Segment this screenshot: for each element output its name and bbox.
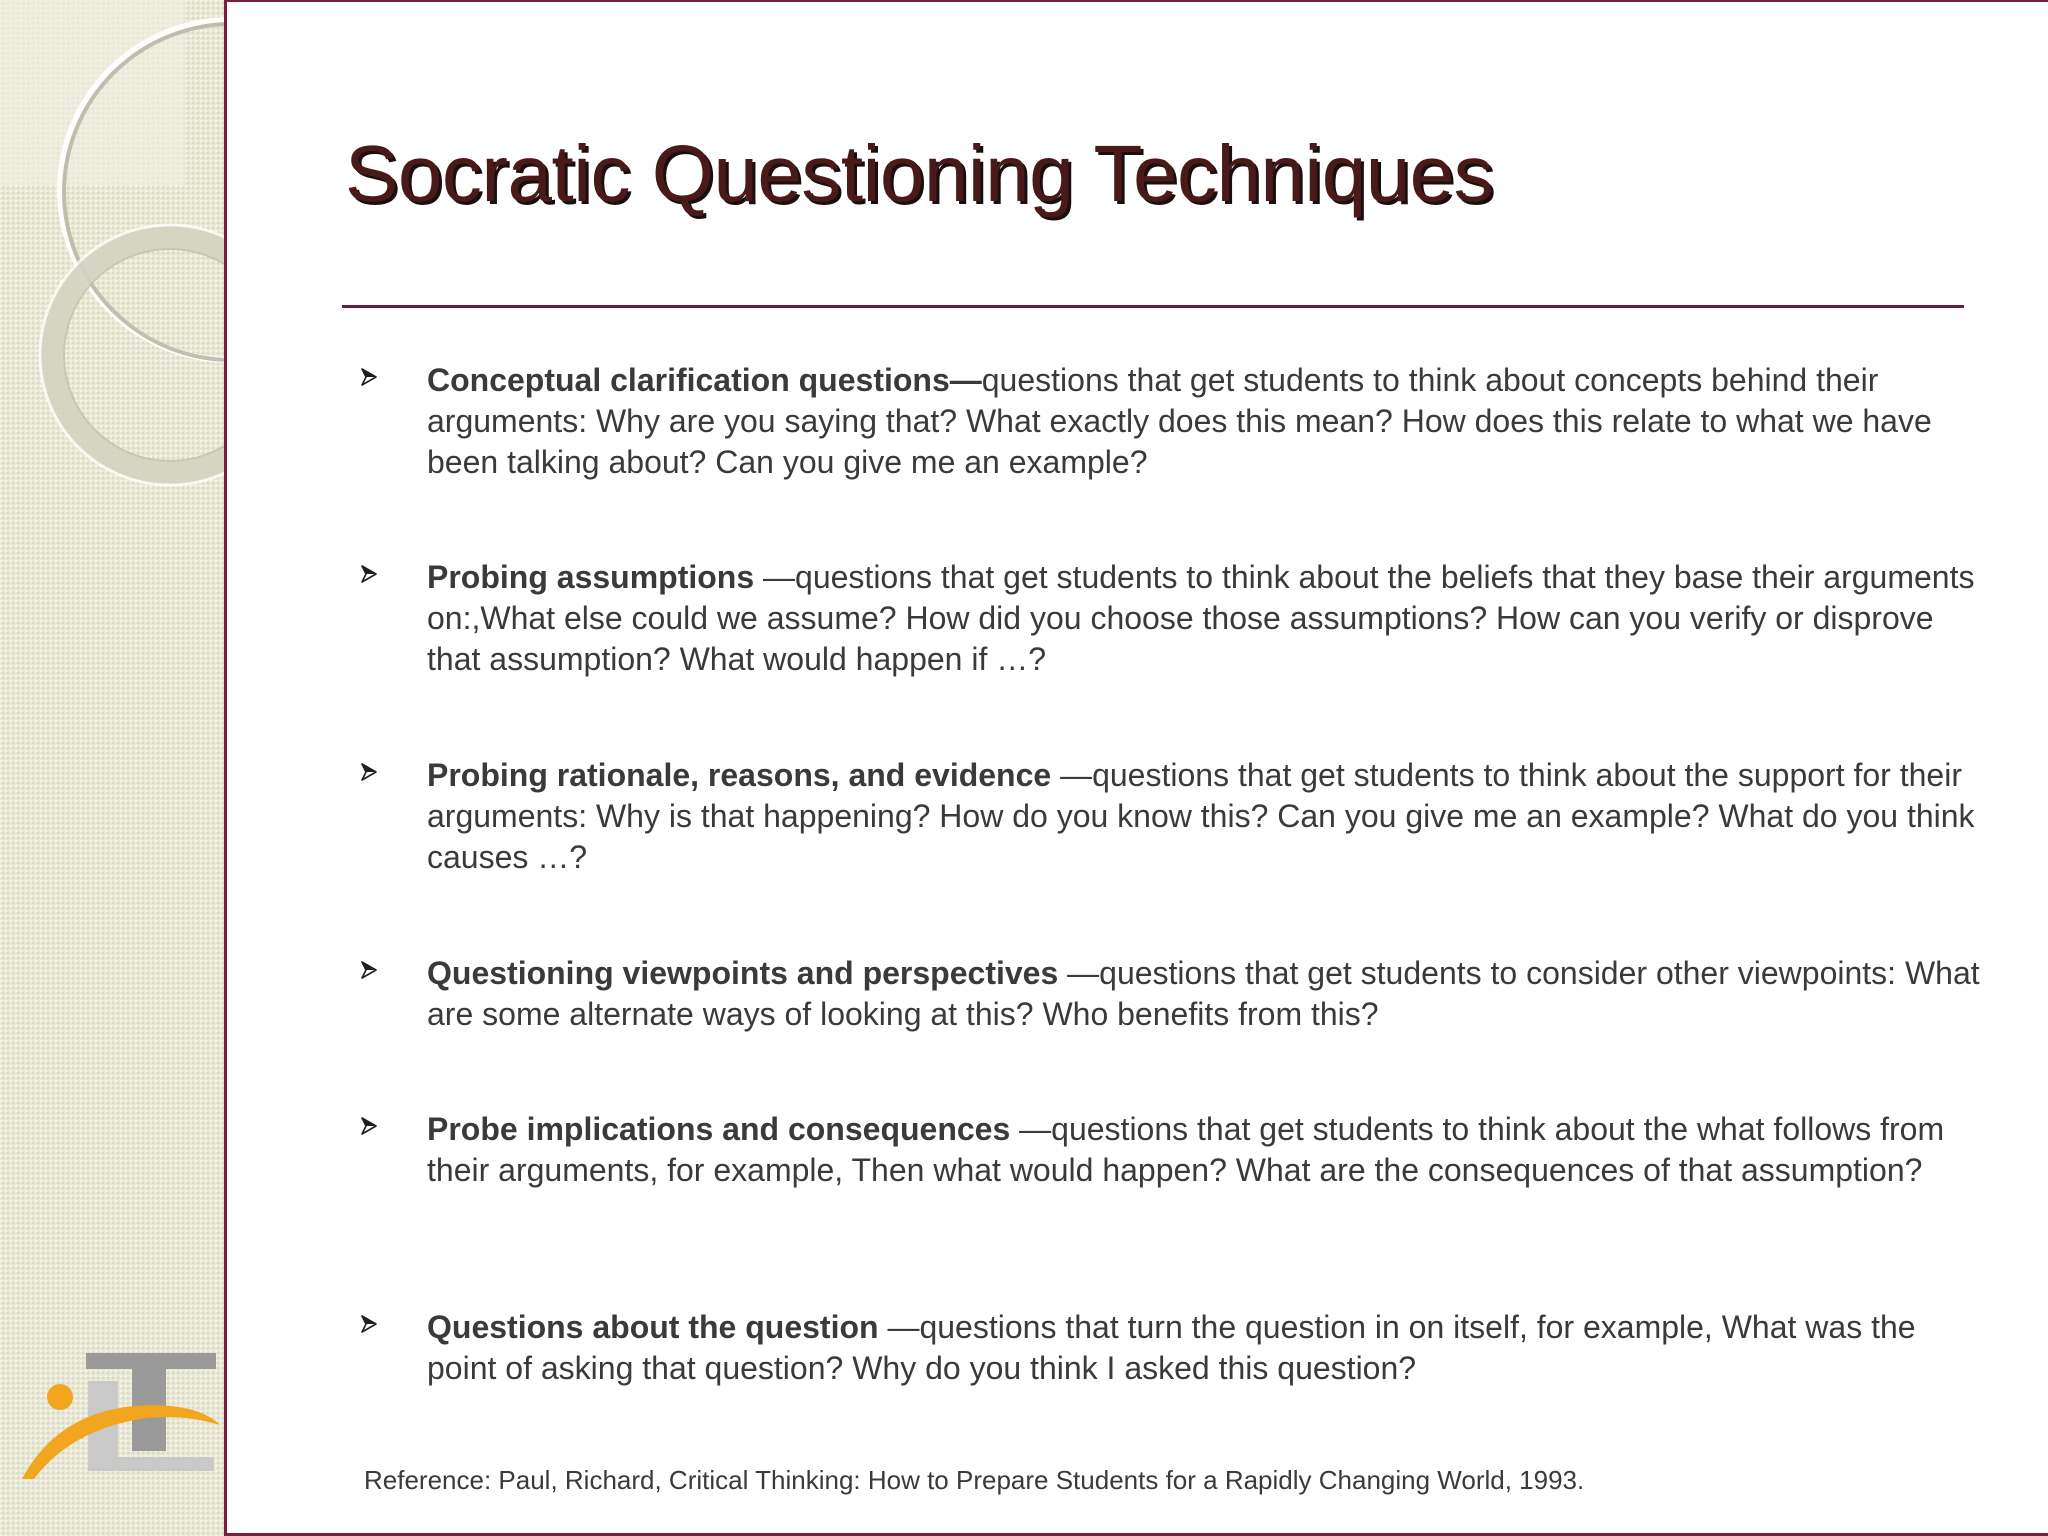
bullet-heading: Questions about the question — [427, 1309, 879, 1345]
bullet-heading: Questioning viewpoints and perspectives — [427, 955, 1059, 991]
bullet-text — [427, 1109, 1987, 1191]
top-rule — [227, 0, 2048, 2]
arrowhead-bullet-icon — [360, 961, 378, 979]
bullet-text — [427, 557, 1987, 680]
bullet-heading: Probe implications and consequences — [427, 1111, 1011, 1147]
decorative-rings-icon — [0, 0, 225, 520]
arrowhead-bullet-icon — [360, 1117, 378, 1135]
bullet-heading: Conceptual clarification questions— — [427, 362, 982, 398]
bullet-body: —questions that get students to think about the what follows from their arguments, for example, Then what would happen? What are the consequences of that assumption? — [427, 1111, 1945, 1188]
slide-title: Socratic Questioning Techniques — [345, 129, 1494, 218]
bullet-text — [427, 360, 1987, 483]
bullet-text — [427, 1307, 1987, 1389]
it-logo — [20, 1345, 220, 1480]
arrowhead-bullet-icon — [360, 565, 378, 583]
bullet-body: —questions that get students to consider other viewpoints: What are some alternate ways of looking at this? Who benefits from this? — [427, 955, 1980, 1032]
arrowhead-bullet-icon — [360, 368, 378, 386]
bullet-heading: Probing rationale, reasons, and evidence — [427, 757, 1052, 793]
arrowhead-bullet-icon — [360, 1315, 378, 1333]
bullet-text — [427, 755, 1987, 878]
side-panel — [0, 0, 225, 1536]
bullet-body: —questions that turn the question in on itself, for example, What was the point of asking that question? Why do you think I asked this question? — [427, 1309, 1916, 1386]
bullet-body: —questions that get students to think about the support for their arguments: Why is that happening? How do you know this? Can you give me an example? What do you think causes …? — [427, 757, 1975, 875]
bullet-text — [427, 953, 1987, 1035]
bullet-body: questions that get students to think about concepts behind their arguments: Why are you saying that? What exactly does this mean? How does this relate to what we have been talking about? Can you give me an example? — [427, 362, 1932, 480]
arrowhead-bullet-icon — [360, 763, 378, 781]
bullet-heading: Probing assumptions — [427, 559, 755, 595]
reference-citation: Reference: Paul, Richard, Critical Thinking: How to Prepare Students for a Rapidly Changing World, 1993. — [364, 1465, 1585, 1495]
bullet-body: —questions that get students to think about the beliefs that they base their arguments on:,What else could we assume? How did you choose those assumptions? How can you verify or disprove that assumption? What would happen if …? — [427, 559, 1975, 677]
title-divider — [342, 305, 1964, 308]
side-border — [224, 0, 227, 1536]
